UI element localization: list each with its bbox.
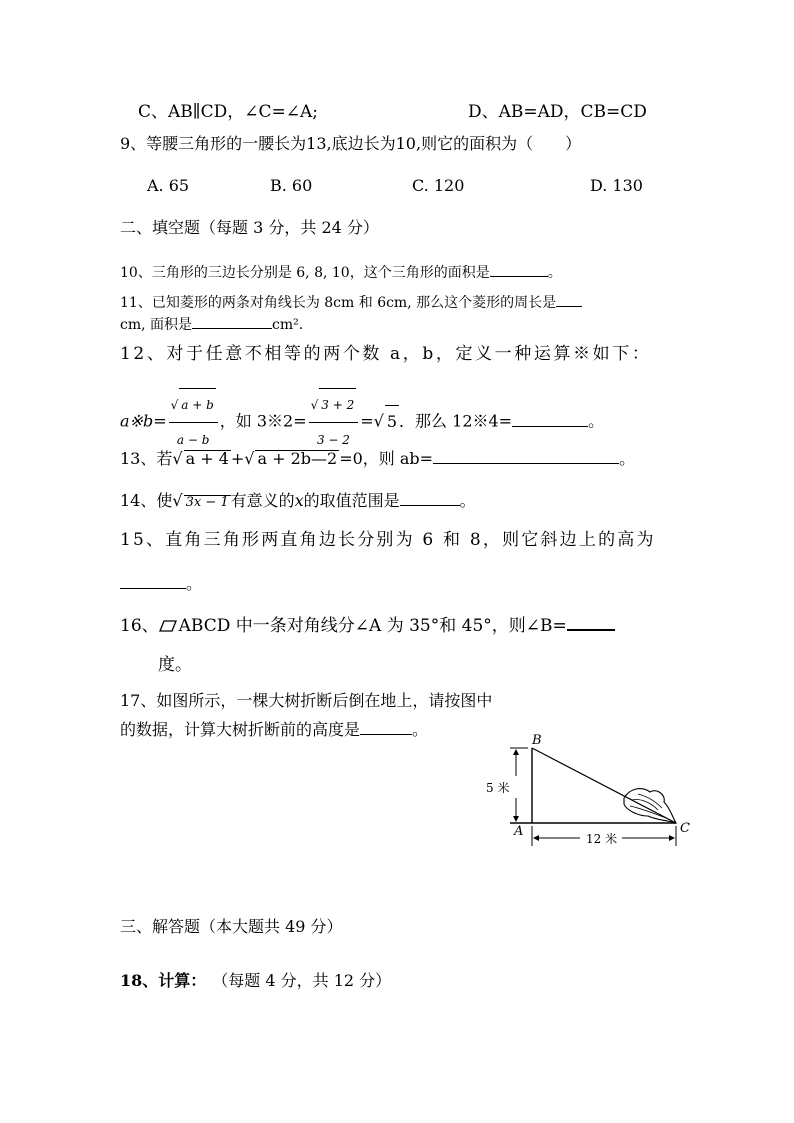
q15-line1: 15、直角三角形两直角边长分别为 6 和 8，则它斜边上的高为: [120, 530, 656, 550]
q9-option-c: C. 120: [412, 176, 465, 195]
label-base: 12 米: [586, 832, 618, 846]
q12-equals: =: [360, 411, 374, 431]
q12-line2: [120, 388, 604, 456]
q15-line2: [120, 574, 202, 592]
q13-plus: +: [230, 449, 245, 468]
section2-title: 二、填空题（每题 3 分，共 24 分）: [120, 218, 379, 237]
q14-var: x: [294, 491, 304, 510]
q11-line1: [120, 292, 582, 310]
q12-fraction-2: $\frac{√ 3 + 2}{3 - 2}$: [309, 388, 359, 456]
q8-option-d: D、AB=AD，CB=CD: [468, 102, 647, 122]
q12-then: ．那么 12※4=: [399, 411, 513, 431]
q11-area-label: cm, 面积是: [120, 317, 193, 333]
label-b: B: [532, 733, 542, 748]
q14-pre: 14、使: [120, 491, 173, 510]
q14-end: 。: [459, 491, 476, 510]
q11-unit: cm².: [272, 317, 304, 333]
label-a: A: [514, 824, 524, 839]
q12-answer-blank[interactable]: [512, 412, 588, 427]
q17-line1: 17、如图所示，一棵大树折断后倒在地上，请按图中: [120, 691, 493, 710]
q14-post: 有意义的: [230, 491, 295, 510]
q16-line2: 度。: [158, 655, 192, 675]
q11-perimeter-blank[interactable]: [556, 292, 582, 307]
section3-title: 三、解答题（本大题共 49 分）: [120, 917, 343, 936]
q14-post2: 的取值范围是: [303, 491, 400, 510]
q12-fraction-1: $\frac{√ a + b}{a - b}$: [169, 388, 218, 456]
q9-option-b: B. 60: [270, 176, 313, 195]
broken-tree-figure: [480, 728, 700, 853]
q16-line1: [120, 615, 615, 635]
q9-option-d: D. 130: [590, 176, 643, 195]
q13-answer-blank[interactable]: [433, 449, 619, 464]
q15-answer-blank[interactable]: [120, 574, 186, 589]
q15-end: 。: [186, 574, 203, 593]
q12-line1: 12、对于任意不相等的两个数 a，b，定义一种运算※如下：: [120, 344, 652, 364]
q17-end: 。: [412, 720, 429, 739]
q18-note: （每题 4 分，共 12 分）: [220, 971, 392, 990]
q9-option-a: A. 65: [147, 176, 190, 195]
q13-radicand-2: a + 2b—2: [257, 449, 338, 468]
q13-sqrt-sign-2: √: [244, 449, 255, 468]
q11-area-blank[interactable]: [192, 314, 272, 329]
q17-line2: [120, 720, 428, 738]
q8-option-c: C、AB∥CD，∠C=∠A;: [138, 102, 319, 122]
q13-post: =0，则 ab=: [339, 449, 434, 468]
label-height: 5 米: [486, 781, 510, 795]
q16-answer-blank[interactable]: [567, 615, 615, 631]
q12-sqrt-sign: √: [373, 411, 384, 431]
q18: [120, 973, 391, 989]
q10-end: 。: [547, 265, 562, 281]
parallelogram-icon: [159, 620, 177, 632]
q14-sqrt-sign: √: [172, 491, 183, 510]
q14-answer-blank[interactable]: [400, 491, 460, 506]
q13: [120, 449, 635, 467]
q17-text: 的数据，计算大树折断前的高度是: [120, 720, 361, 739]
q10-text: 10、三角形的三边长分别是 6, 8, 10，这个三角形的面积是: [120, 265, 490, 281]
q9-stem: 9、等腰三角形的一腰长为13,底边长为10,则它的面积为（ ）: [120, 134, 582, 153]
q11-text: 11、已知菱形的两条对角线长为 8cm 和 6cm, 那么这个菱形的周长是: [120, 295, 557, 311]
q14-radicand: 3x − 1: [185, 495, 229, 510]
q12-end: 。: [588, 411, 605, 431]
q12-lhs: a※b=: [120, 411, 167, 431]
q13-pre: 13、若: [120, 449, 173, 468]
q12-example: ，如 3※2=: [219, 411, 307, 431]
q13-end: 。: [619, 449, 636, 468]
q17-answer-blank[interactable]: [360, 720, 412, 735]
label-c: C: [680, 821, 690, 836]
q13-radicand-1: a + 4: [185, 449, 229, 468]
q10-answer-blank[interactable]: [490, 262, 548, 277]
q10: [120, 262, 562, 280]
q12-root5: 5: [385, 405, 399, 438]
q13-sqrt-sign-1: √: [172, 449, 183, 468]
q18-title: 18、计算：: [120, 971, 207, 990]
q16-text: ABCD 中一条对角线分∠A 为 35°和 45°，则∠B=: [178, 616, 567, 636]
q11-line2: [120, 314, 303, 332]
q14: [120, 491, 476, 509]
q16-pre: 16、: [120, 616, 159, 636]
